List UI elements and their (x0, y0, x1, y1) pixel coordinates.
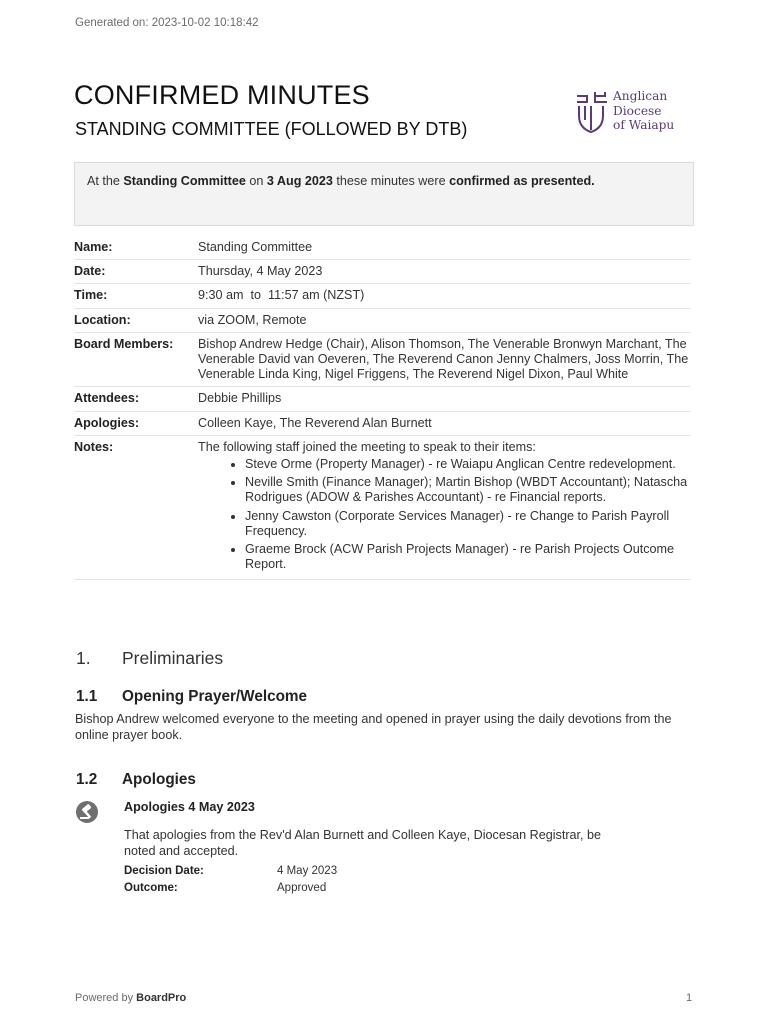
footer-powered-by (75, 992, 186, 1004)
attendees-label: Attendees: (74, 387, 198, 411)
gavel-icon (75, 800, 99, 824)
table-row (74, 308, 690, 332)
table-row (74, 236, 690, 260)
time-label: Time: (74, 284, 198, 308)
table-row (74, 332, 690, 387)
decision-date-value: 4 May 2023 (277, 865, 338, 877)
notes-value (198, 435, 690, 580)
notes-list (198, 457, 690, 572)
generated-timestamp: Generated on: 2023-10-02 10:18:42 (75, 17, 259, 29)
members-label: Board Members: (74, 332, 198, 387)
date-label: Date: (74, 260, 198, 284)
list-item: • Graeme Brock (ACW Parish Projects Manager) - re Parish Projects Outcome Report. (245, 542, 690, 572)
members-value: Bishop Andrew Hedge (Chair), Alison Thomson, The Venerable Bronwyn Marchant, The Venerable David van Oeveren, The Reverend Canon Jenny Chalmers, Joss Morrin, The Venerable Linda King, Nigel Friggens, The Reverend Nigel Dixon, Paul White (198, 332, 690, 387)
table-row (74, 387, 690, 411)
apologies-value: Colleen Kaye, The Reverend Alan Burnett (198, 411, 690, 435)
time-value: 9:30 am to 11:57 am (NZST) (198, 284, 690, 308)
list-item: • Jenny Cawston (Corporate Services Manager) - re Change to Parish Payroll Frequency. (245, 509, 690, 539)
banner-text-3: these minutes were (332, 174, 450, 188)
footer-brand: BoardPro (136, 992, 187, 1004)
banner-text-1: At the (87, 174, 124, 188)
section-number: 1. (76, 648, 91, 668)
banner-committee: Standing Committee (123, 174, 246, 188)
section-title: Preliminaries (122, 648, 224, 668)
apologies-label: Apologies: (74, 411, 198, 435)
cross-emblem-icon (575, 90, 609, 134)
decision-date-label: Decision Date: (124, 865, 204, 877)
banner-date: 3 Aug 2023 (266, 174, 333, 188)
notes-label: Notes: (74, 435, 198, 580)
attendees-value: Debbie Phillips (198, 387, 690, 411)
subsection-number: 1.1 (76, 688, 98, 705)
name-label: Name: (74, 236, 198, 260)
outcome-value: Approved (277, 882, 327, 894)
date-value: Thursday, 4 May 2023 (198, 260, 690, 284)
page-subtitle: STANDING COMMITTEE (FOLLOWED BY DTB) (75, 119, 468, 139)
subsection-title: Apologies (122, 771, 196, 788)
page-title: CONFIRMED MINUTES (74, 80, 370, 110)
footer-powered-text: Powered by (75, 992, 137, 1004)
subsection-number: 1.2 (76, 771, 98, 788)
diocese-logo (575, 88, 685, 136)
confirmation-banner (74, 162, 694, 226)
list-item: • Neville Smith (Finance Manager); Martin Bishop (WBDT Accountant); Natascha Rodrigues (ADOW & Parishes Accountant) - re Financial reports. (245, 475, 690, 505)
table-row (74, 260, 690, 284)
logo-text: Anglican Diocese of Waiapu (613, 89, 675, 132)
resolution-text: That apologies from the Rev'd Alan Burnett and Colleen Kaye, Diocesan Registrar, be noted and accepted. (124, 828, 602, 858)
meeting-details-table (74, 236, 690, 580)
banner-text-2: on (245, 174, 267, 188)
page-number: 1 (686, 992, 693, 1004)
table-row (74, 284, 690, 308)
subsection-title: Opening Prayer/Welcome (122, 688, 308, 705)
resolution-title: Apologies 4 May 2023 (124, 800, 255, 814)
notes-intro: The following staff joined the meeting to speak to their items: (198, 439, 536, 454)
outcome-label: Outcome: (124, 882, 178, 894)
location-label: Location: (74, 308, 198, 332)
outcome-row (124, 882, 326, 894)
location-value: via ZOOM, Remote (198, 308, 690, 332)
name-value: Standing Committee (198, 236, 690, 260)
table-row (74, 435, 690, 580)
banner-status: confirmed as presented. (449, 174, 595, 188)
table-row (74, 411, 690, 435)
subsection-text: Bishop Andrew welcomed everyone to the meeting and opened in prayer using the daily devotions from the online prayer book. (75, 712, 672, 742)
list-item: • Steve Orme (Property Manager) - re Waiapu Anglican Centre redevelopment. (245, 457, 690, 472)
decision-date-row (124, 865, 337, 877)
